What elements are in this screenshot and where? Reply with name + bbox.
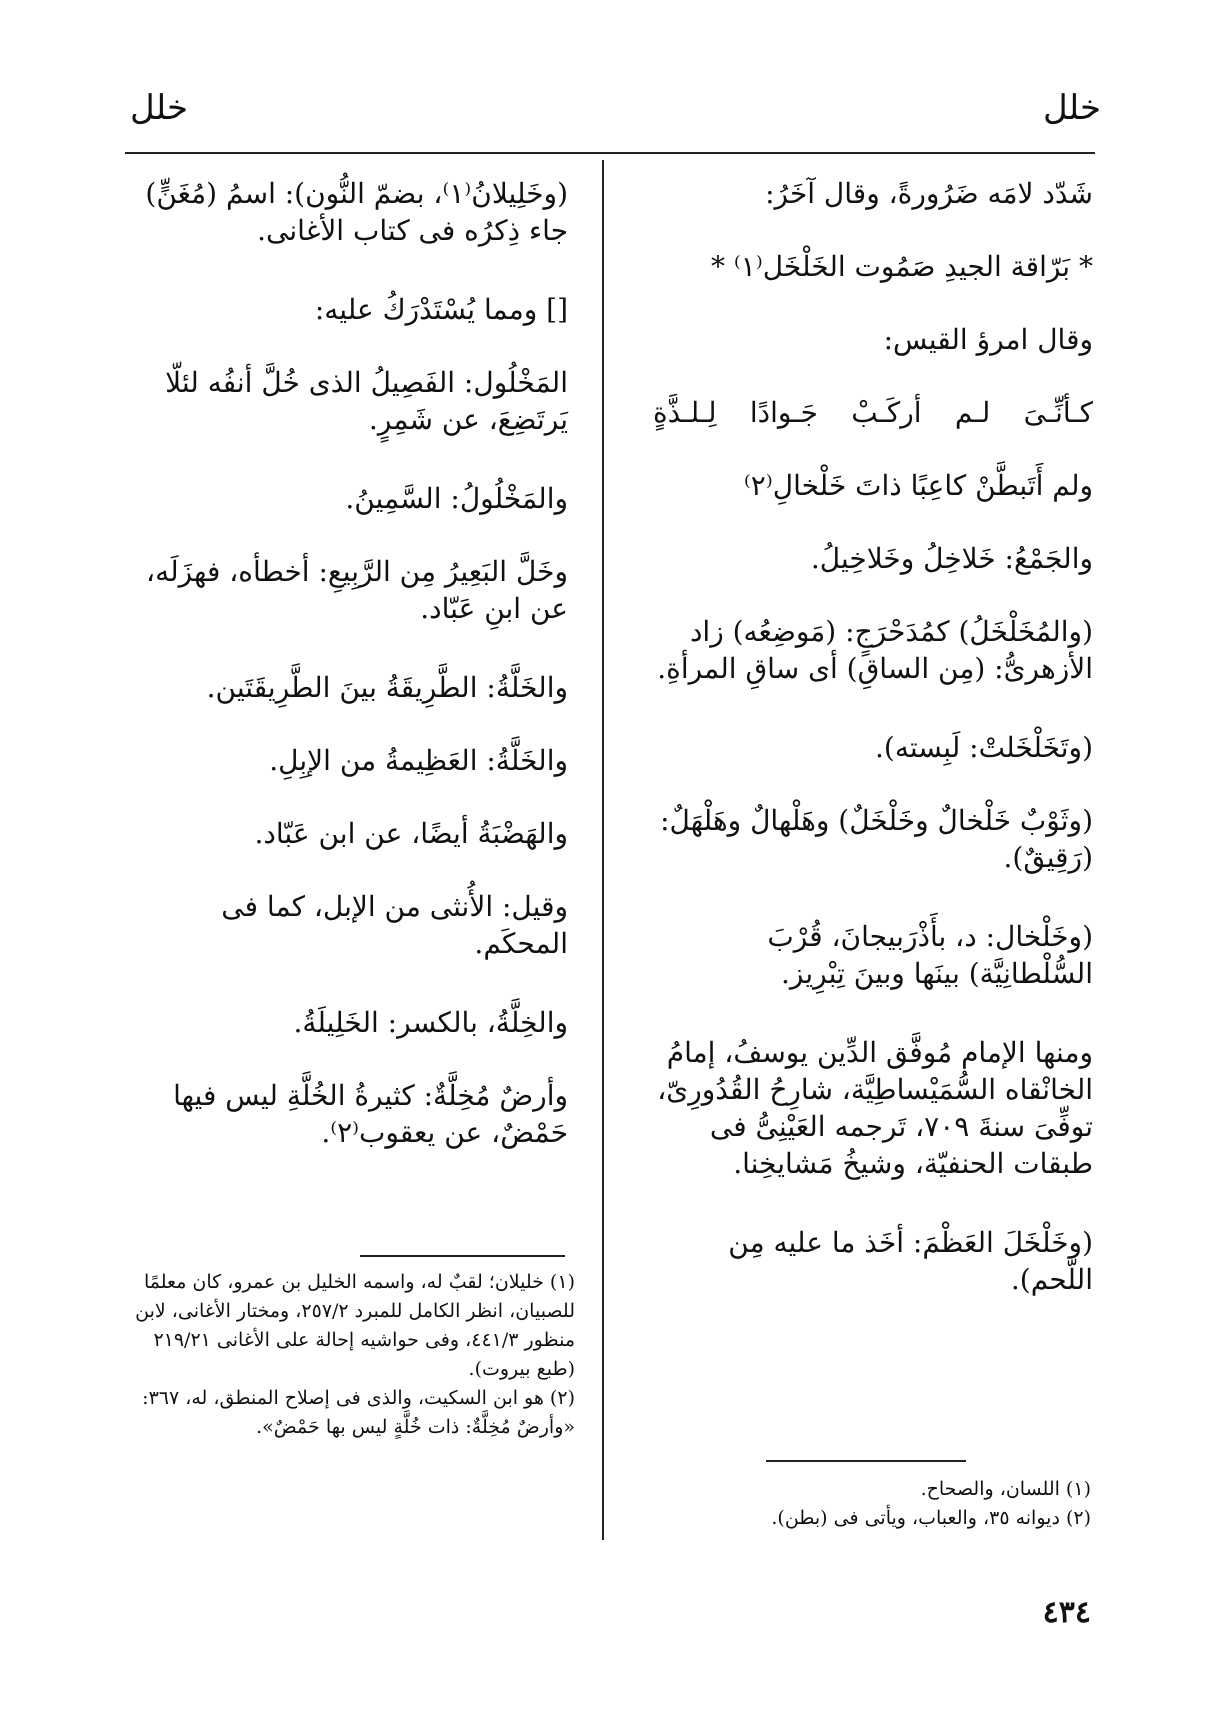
entry-paragraph: (وتَخَلْخَلتْ: لَبِسته). [875, 731, 1093, 764]
footnotes-right [651, 1475, 1091, 1533]
footnote: (٢) ديوانه ٣٥، والعباب، ويأتى فى (بطن). [771, 1507, 1091, 1529]
verse-hemistich: ولم أَتَبطَّنْ كاعِبًا ذاتَ خَلْخالِ⁽٢⁾ [743, 469, 1093, 502]
footnote: (١) خليلان؛ لقبٌ له، واسمه الخليل بن عمرو، كان معلمًا للصبيان، انظر الكامل للمبرد ٢٥٧/٢، ومختار الأغانى، لابن منظور ٤٤١/٣، وفى حواشيه إحالة على الأغانى ٢١٩/٢١ (طبع بيروت). [135, 1271, 575, 1380]
right-column [653, 175, 1093, 1334]
entry-paragraph: وخَلَّ البَعِيرُ مِن الرَّبِيعِ: أخطأه، فهزَلَه، عن ابنِ عَبّاد. [146, 555, 568, 625]
entry-paragraph: (والمُخَلْخَلُ) كمُدَحْرَجٍ: (مَوضِعُه) زاد الأزهرىُّ: (مِن الساقِ) أى ساقِ المرأةِ. [657, 615, 1093, 685]
entry-paragraph: (وخَلْخال: د، بأَذْرَبيجانَ، قُرْبَ السُّلْطانِيَّة) بينَها وبينَ تِبْرِيز. [767, 920, 1093, 990]
running-head-right: خلل [1042, 88, 1101, 128]
text-line: والهَضْبَةُ أيضًا، عن ابن عَبّاد. [254, 817, 568, 850]
header-rule [125, 152, 1095, 154]
footnote: (٢) هو ابن السكيت، والذى فى إصلاح المنطق، له، ٣٦٧: «وأرضٌ مُخِلَّةٌ: ذات خُلَّةٍ ليس بها حَمْضٌ». [142, 1387, 575, 1438]
entry-paragraph: وقيل: الأُنثى من الإبل، كما فى المحكَم. [221, 890, 568, 960]
entry-paragraph: (وخَلْخَلَ العَظْمَ: أخَذ ما عليه مِن اللَّحم). [728, 1226, 1093, 1296]
footnotes-left [130, 1268, 575, 1442]
text-line: والجَمْعُ: خَلاخِلُ وخَلاخِيلُ. [810, 542, 1093, 575]
page-number: ٤٣٤ [1042, 1595, 1091, 1630]
text-line: والخَلَّةُ: الطَّرِيقَةُ بينَ الطَّرِيقَتَين. [206, 671, 568, 704]
running-head-left: خلل [130, 88, 189, 128]
verse-hemistich: كـأنِّـىَ لـم أركَـبْ جَـوادًا لِـلـذَّةٍ [653, 396, 1093, 429]
text-line: شَدّد لامَه ضَرُورةً، وقال آخَرُ: [765, 177, 1093, 210]
entry-paragraph: (وثَوْبٌ خَلْخالٌ وخَلْخَلٌ) وهَلْهالٌ وهَلْهَلٌ: (رَقِيقٌ). [660, 804, 1093, 874]
footnote-rule-left [360, 1255, 565, 1257]
text-line: والخَلَّةُ: العَظِيمةُ من الإبِلِ. [269, 744, 568, 777]
left-column [143, 175, 568, 1187]
footnote-rule-right [766, 1460, 966, 1462]
column-divider [602, 160, 604, 1540]
entry-paragraph: وأرضٌ مُخِلَّةٌ: كثيرةُ الخُلَّةِ ليس فيها حَمْضٌ، عن يعقوب⁽٢⁾. [173, 1079, 568, 1149]
entry-paragraph: المَخْلُول: الفَصِيلُ الذى خُلَّ أنفُه لئلّا يَرتَضِعَ، عن شَمِرٍ. [165, 366, 568, 436]
entry-paragraph: (وخَلِيلانُ⁽١⁾، بضمّ النُّون): اسمُ (مُغَنٍّ) جاء ذِكرُه فى كتاب الأغانى. [145, 177, 568, 247]
text-line: وقال امرؤ القيس: [883, 323, 1093, 356]
footnote: (١) اللسان، والصحاح. [920, 1478, 1091, 1500]
text-line: والمَخْلُولُ: السَّمِينُ. [345, 482, 568, 515]
verse-fragment: * بَرّاقة الجيدِ صَمُوت الخَلْخَل⁽١⁾ * [711, 250, 1093, 283]
text-line: [] ومما يُسْتَدْرَكُ عليه: [314, 293, 568, 326]
text-line: والخِلَّةُ، بالكسر: الخَلِيلَةُ. [293, 1006, 568, 1039]
entry-paragraph: ومنها الإمام مُوفَّق الدِّين يوسفُ، إمامُ الخانْقاه السُّمَيْساطِيَّة، شارِحُ القُدُورِىّ، توفِّىَ سنةَ ٧٠٩، تَرجمه العَيْنِىُّ فى طبقات الحنفيّة، وشيخُ مَشايخِنا. [657, 1036, 1093, 1180]
